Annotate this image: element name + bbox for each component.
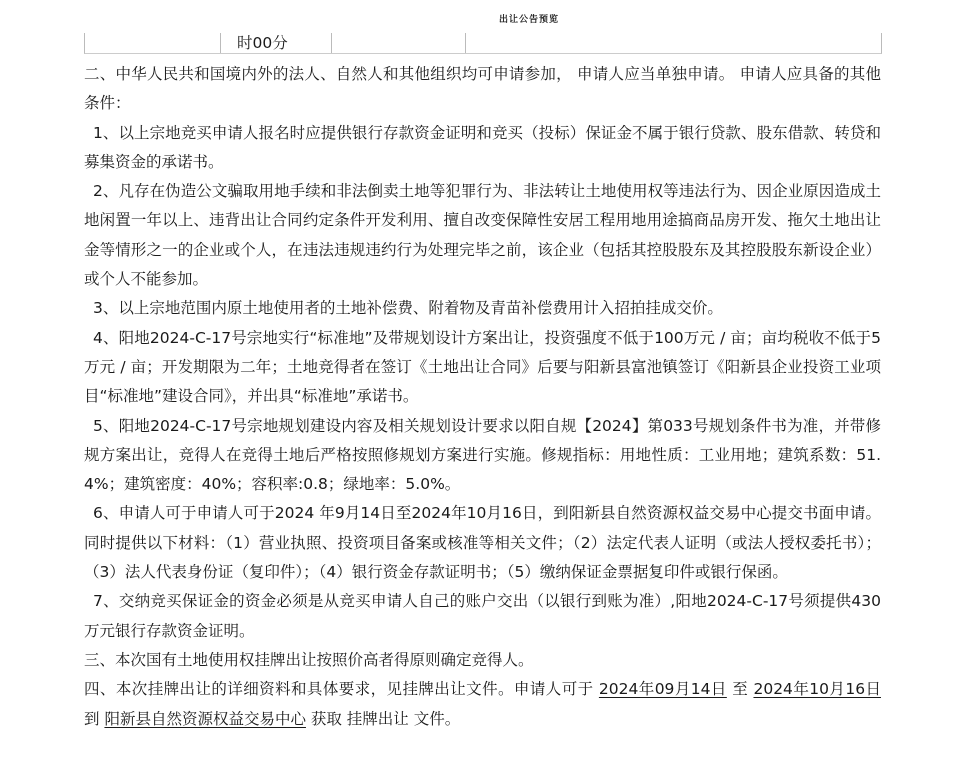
section2-heading: 二、中华人民共和国境内外的法人、自然人和其他组织均可申请参加， 申请人应当单独申请。 申请人应具备的其他条件： xyxy=(84,65,881,113)
section3-text: 三、本次国有土地使用权挂牌出让按照价高者得原则确定竞得人。 xyxy=(84,650,534,669)
end-date-link[interactable]: 2024年10月16日 xyxy=(753,680,881,699)
section2-item-7: 7、交纳竞买保证金的资金必须是从竞买申请人自己的账户交出（以银行到账为准）,阳地2024-C-17号须提供430万元银行存款资金证明。 xyxy=(84,592,881,640)
section4-prefix: 四、本次挂牌出让的详细资料和具体要求，见挂牌出让文件。申请人可于 xyxy=(84,680,599,699)
section4-paragraph xyxy=(84,675,881,734)
trading-center-link[interactable]: 阳新县自然资源权益交易中心 xyxy=(104,709,306,728)
table-fragment xyxy=(84,33,882,54)
section2-item-3: 3、以上宗地范围内原土地使用者的土地补偿费、附着物及青苗补偿费用计入招拍挂成交价。 xyxy=(93,299,723,318)
section2-item-6: 6、申请人可于申请人可于2024 年9月14日至2024年10月16日，到阳新县自然资源权益交易中心提交书面申请。同时提供以下材料：（1）营业执照、投资项目备案或核准等相关文件；（2）法定代表人证明（或法人授权委托书）；（3）法人代表身份证（复印件）；（4）银行资金存款证明书；（5）缴纳保证金票据复印件或银行保函。 xyxy=(84,504,881,582)
page-header-title: 出让公告预览 xyxy=(498,15,559,25)
table-column-divider xyxy=(220,33,221,53)
section2-item-5: 5、阳地2024-C-17号宗地规划建设内容及相关规划设计要求以阳自规【2024】第033号规划条件书为准，并带修规方案出让，竞得人在竞得土地后严格按照修规划方案进行实施。修规指标：用地性质：工业用地；建筑系数：51.4%；建筑密度：40%；容积率:0.8；绿地率：5.0%。 xyxy=(84,416,881,494)
section2-item-4: 4、阳地2024-C-17号宗地实行“标准地”及带规划设计方案出让，投资强度不低于100万元 / 亩；亩均税收不低于5万元 / 亩；开发期限为二年；土地竞得者在签订《土地出让合同》后要与阳新县富池镇签订《阳新县企业投资工业项目“标准地”建设合同》，并出具“标准地”承诺书。 xyxy=(84,328,881,406)
section4-suffix: 获取 挂牌出让 文件。 xyxy=(305,709,461,728)
table-column-divider xyxy=(465,33,466,53)
table-time-cell: 时00分 xyxy=(237,34,288,52)
table-column-divider xyxy=(331,33,332,53)
announcement-body xyxy=(84,60,881,734)
start-date-link[interactable]: 2024年09月14日 xyxy=(598,680,727,699)
section2-item-2: 2、凡存在伪造公文骗取用地手续和非法倒卖土地等犯罪行为、非法转让土地使用权等违法行为、因企业原因造成土地闲置一年以上、违背出让合同约定条件开发利用、擅自改变保障性安居工程用地用途搞商品房开发、拖欠土地出让金等情形之一的企业或个人，在违法违规违约行为处理完毕之前，该企业（包括其控股股东及其控股股东新设企业）或个人不能参加。 xyxy=(84,182,881,289)
section2-item-1: 1、以上宗地竞买申请人报名时应提供银行存款资金证明和竞买（投标）保证金不属于银行贷款、股东借款、转贷和募集资金的承诺书。 xyxy=(84,123,881,171)
section4-to: 至 xyxy=(726,680,754,699)
section4-to-location: 到 xyxy=(84,709,105,728)
